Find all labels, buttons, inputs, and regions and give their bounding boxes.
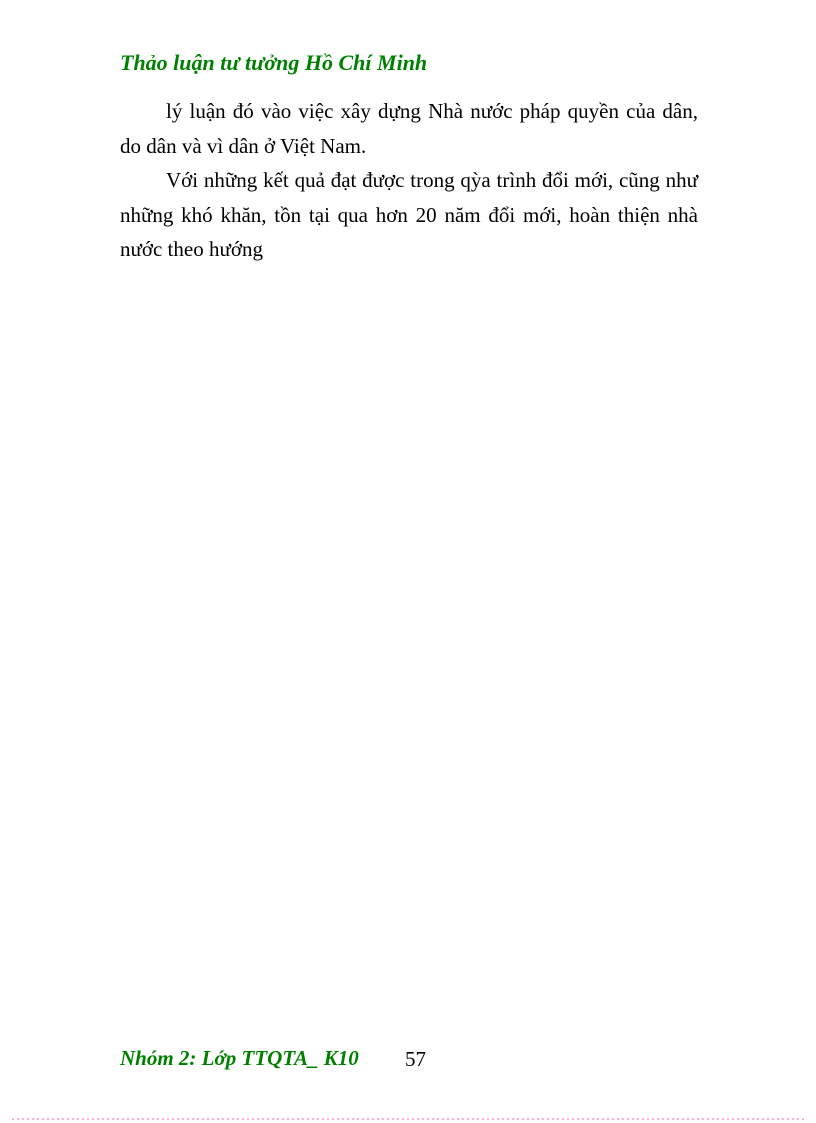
header-title: Thảo luận tư tưởng Hồ Chí Minh (120, 50, 428, 75)
document-body (120, 94, 698, 267)
footer-group-label: Nhóm 2: Lớp TTQTA_ K10 (120, 1046, 359, 1070)
page-footer (120, 1046, 698, 1076)
page-header (120, 50, 427, 76)
page-boundary-dotted-line (12, 1118, 804, 1120)
page-number: 57 (405, 1047, 426, 1071)
body-paragraph: lý luận đó vào việc xây dựng Nhà nước pháp quyền của dân, do dân và vì dân ở Việt Nam. (120, 99, 698, 158)
body-paragraph: Với những kết quả đạt được trong qỳa trình đổi mới, cũng như những khó khăn, tồn tại qua hơn 20 năm đổi mới, hoàn thiện nhà nước theo hướng (120, 168, 698, 261)
